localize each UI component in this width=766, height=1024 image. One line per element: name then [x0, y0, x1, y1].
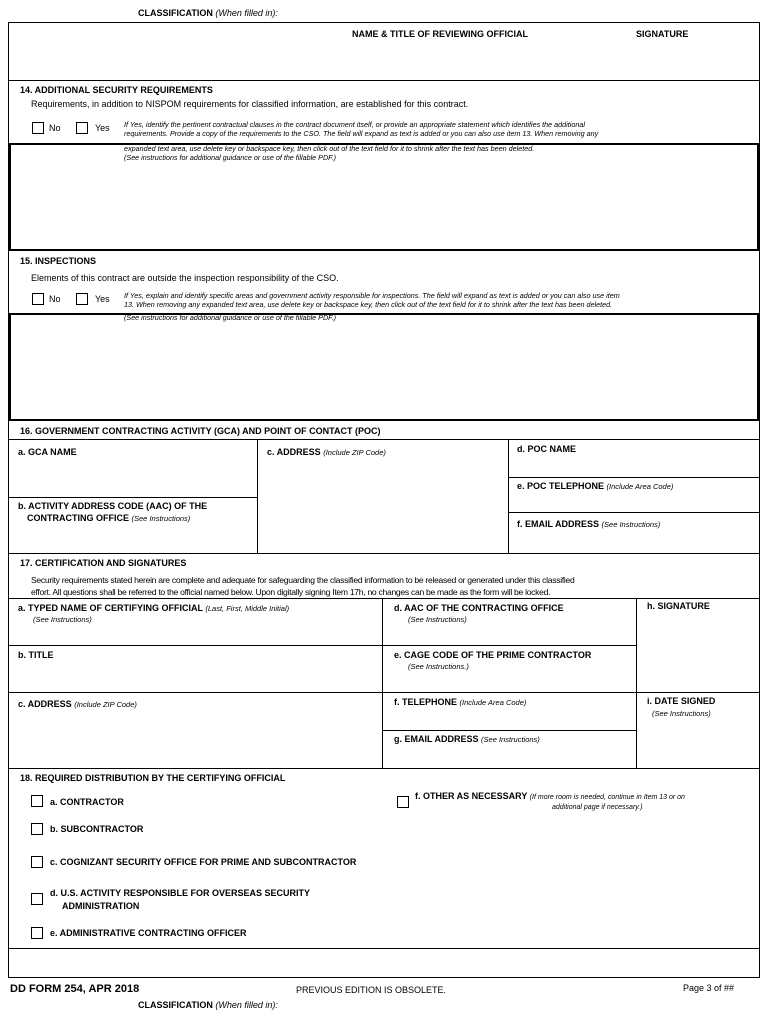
distribution-a-label: a. CONTRACTOR [50, 797, 124, 807]
divider [508, 477, 760, 478]
section-15-no-label: No [49, 294, 61, 304]
distribution-f-text: f. OTHER AS NECESSARY [415, 791, 528, 801]
section-15-yes-label: Yes [95, 294, 110, 304]
gca-name-label: a. GCA NAME [18, 447, 77, 457]
poc-telephone-note: (Include Area Code) [606, 482, 674, 491]
distribution-d-label-1: d. U.S. ACTIVITY RESPONSIBLE FOR OVERSEAS SECURITY [50, 888, 311, 898]
section-17-statement-2: effort. All questions shall be referred to the official named below. Upon digitally signing Item 17h, no changes can be made as the form will be locked. [31, 587, 551, 597]
section-15-instruction-3: (See instructions for additional guidance or use of the fillable PDF.) [124, 313, 337, 322]
section-14-statement: Requirements, in addition to NISPOM requirements for classified information, are established for this contract. [31, 99, 469, 109]
section-17-title: 17. CERTIFICATION AND SIGNATURES [20, 558, 187, 568]
section-14-title: 14. ADDITIONAL SECURITY REQUIREMENTS [20, 85, 213, 95]
bottom-classification [138, 1000, 278, 1010]
section-14-instruction-2: requirements. Provide a copy of the requirements to the CSO. The field will expand as text is added or you can also use item 13. When removing any [124, 129, 599, 138]
page-number: Page 3 of ## [683, 983, 735, 993]
footer-classification-note: (When filled in): [215, 1000, 278, 1010]
distribution-d-label-2: ADMINISTRATION [62, 901, 140, 911]
poc-telephone-label [517, 481, 673, 492]
divider [508, 439, 509, 553]
section-14-yes-label: Yes [95, 123, 110, 133]
aac-office-sub: (See Instructions) [408, 615, 467, 624]
date-signed-sub: (See Instructions) [652, 709, 711, 718]
cert-address-text: c. ADDRESS [18, 699, 72, 709]
divider [8, 598, 760, 599]
form-id: DD FORM 254, APR 2018 [10, 983, 140, 995]
section-17-statement [31, 574, 574, 598]
section-17-statement-1: Security requirements stated herein are complete and adequate for safeguarding the classified information to be released or generated under this classified [31, 575, 575, 585]
section-14-no-label: No [49, 123, 61, 133]
section-14-no-checkbox[interactable] [32, 122, 44, 134]
gca-address-label [267, 447, 386, 458]
reviewing-official-label: NAME & TITLE OF REVIEWING OFFICIAL [352, 29, 528, 39]
distribution-f-note-1: (If more room is needed, continue in Item 13 or on [529, 794, 685, 801]
distribution-c-label: c. COGNIZANT SECURITY OFFICE FOR PRIME AND SUBCONTRACTOR [50, 857, 357, 867]
poc-email-note: (See Instructions) [601, 520, 661, 529]
divider [382, 598, 383, 768]
section-18-title: 18. REQUIRED DISTRIBUTION BY THE CERTIFYING OFFICIAL [20, 773, 286, 783]
aac-label-2-text: CONTRACTING OFFICE [27, 513, 129, 523]
distribution-f-label [415, 791, 685, 803]
cert-telephone-label [394, 697, 526, 708]
divider [8, 692, 760, 693]
section-14-text-field[interactable] [9, 143, 759, 251]
classification-note: (When filled in): [215, 8, 278, 18]
divider [636, 598, 637, 768]
aac-office-label: d. AAC OF THE CONTRACTING OFFICE [394, 603, 564, 613]
divider [508, 512, 760, 513]
section-15-text-field[interactable] [9, 313, 759, 421]
typed-name-note: (Last, First, Middle Initial) [205, 604, 290, 613]
distribution-a-checkbox[interactable] [31, 795, 43, 807]
section-15-statement: Elements of this contract are outside the inspection responsibility of the CSO. [31, 273, 339, 283]
title-label: b. TITLE [18, 650, 54, 660]
cert-address-label [18, 699, 137, 710]
distribution-b-checkbox[interactable] [31, 823, 43, 835]
divider [8, 497, 257, 498]
gca-address-text: c. ADDRESS [267, 447, 321, 457]
distribution-d-checkbox[interactable] [31, 893, 43, 905]
aac-label-2 [27, 513, 190, 524]
distribution-f-checkbox[interactable] [397, 796, 409, 808]
distribution-e-label: e. ADMINISTRATIVE CONTRACTING OFFICER [50, 928, 247, 938]
classification-label: CLASSIFICATION [138, 8, 213, 18]
poc-email-text: f. EMAIL ADDRESS [517, 519, 600, 529]
distribution-e-checkbox[interactable] [31, 927, 43, 939]
top-classification [138, 8, 278, 18]
distribution-b-label: b. SUBCONTRACTOR [50, 824, 144, 834]
section-14-instruction-4: (See instructions for additional guidance or use of the fillable PDF.) [124, 153, 337, 162]
aac-note: (See Instructions) [131, 514, 191, 523]
divider [8, 768, 760, 769]
typed-name-text: a. TYPED NAME OF CERTIFYING OFFICIAL [18, 603, 203, 613]
cert-email-text: g. EMAIL ADDRESS [394, 734, 479, 744]
cert-telephone-text: f. TELEPHONE [394, 697, 458, 707]
distribution-c-checkbox[interactable] [31, 856, 43, 868]
distribution-f-note-2: additional page if necessary.) [552, 804, 643, 811]
cert-email-label [394, 734, 540, 745]
section-16-title: 16. GOVERNMENT CONTRACTING ACTIVITY (GCA) AND POINT OF CONTACT (POC) [20, 426, 381, 436]
divider [382, 730, 636, 731]
previous-edition: PREVIOUS EDITION IS OBSOLETE. [296, 985, 447, 995]
section-15-yes-checkbox[interactable] [76, 293, 88, 305]
typed-name-sub: (See Instructions) [33, 615, 92, 624]
section-15-instruction-1: If Yes, explain and identify specific areas and government activity responsible for inspections. The field will expand as text is added or you can also use item [124, 291, 620, 300]
divider [8, 553, 760, 554]
cage-code-label: e. CAGE CODE OF THE PRIME CONTRACTOR [394, 650, 592, 660]
section-14-yes-checkbox[interactable] [76, 122, 88, 134]
section-15-title: 15. INSPECTIONS [20, 256, 97, 266]
divider [8, 645, 636, 646]
date-signed-label: i. DATE SIGNED [647, 696, 716, 706]
section-14-instruction-3: expanded text area, use delete key or backspace key, then click out of the text field for it to shrink after the text has been deleted. [124, 144, 535, 153]
aac-label-1: b. ACTIVITY ADDRESS CODE (AAC) OF THE [18, 501, 208, 511]
gca-address-note: (Include ZIP Code) [323, 448, 386, 457]
divider [8, 80, 760, 81]
section-14-instruction-1: If Yes, identify the pertinent contractual clauses in the contract document itself, or provide an appropriate statement which identifies the additional [124, 120, 585, 129]
poc-telephone-text: e. POC TELEPHONE [517, 481, 605, 491]
poc-name-label: d. POC NAME [517, 444, 577, 454]
poc-email-label [517, 519, 660, 530]
cert-telephone-note: (Include Area Code) [459, 698, 527, 707]
signature-label: h. SIGNATURE [647, 601, 710, 611]
section-15-instruction-2: 13. When removing any expanded text area, use delete key or backspace key, then click out of the text field for it to shrink after the text has been deleted. [124, 300, 613, 309]
cert-address-note: (Include ZIP Code) [74, 700, 137, 709]
review-signature-label: SIGNATURE [636, 29, 689, 39]
typed-name-label [18, 603, 289, 614]
divider [8, 948, 760, 949]
cert-email-note: (See Instructions) [481, 735, 540, 744]
cage-code-sub: (See Instructions.) [408, 662, 469, 671]
section-15-no-checkbox[interactable] [32, 293, 44, 305]
footer-classification-label: CLASSIFICATION [138, 1000, 213, 1010]
